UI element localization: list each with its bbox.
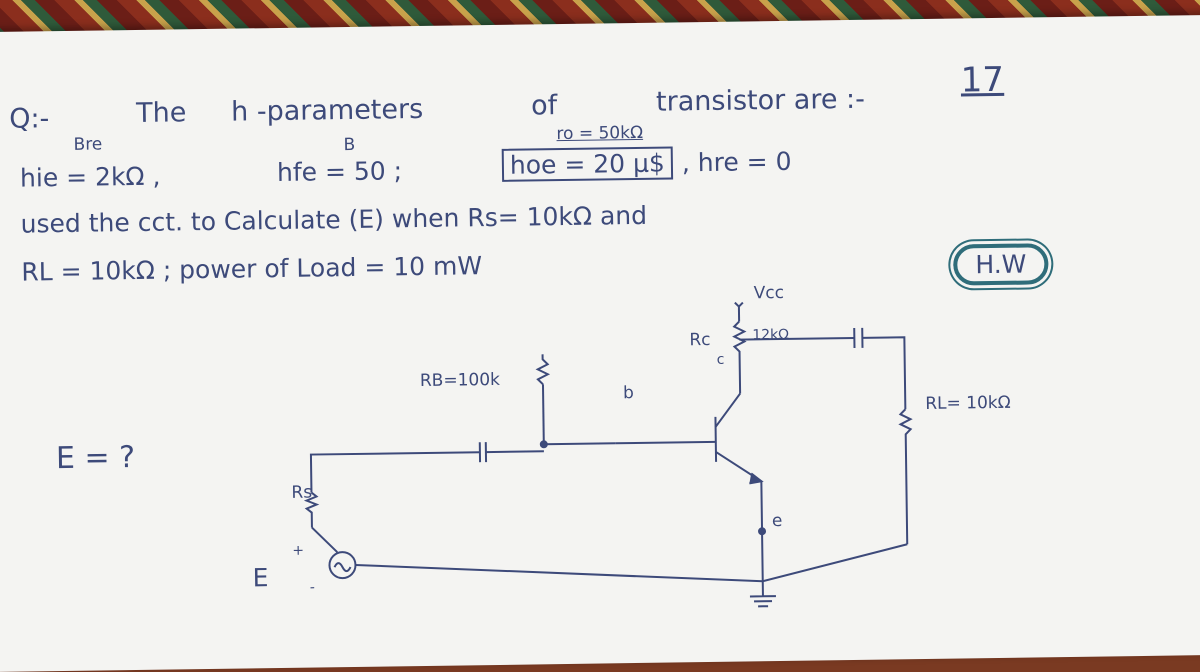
transistor-emitter: [716, 451, 763, 582]
circuit-diagram: [0, 15, 1200, 672]
rb-resistor: [538, 354, 548, 384]
find-e: E = ?: [55, 440, 136, 477]
h-parameters-text: h -parameters: [230, 93, 424, 128]
emitter-node-label: e: [771, 510, 783, 532]
page-number: 17: [960, 59, 1005, 101]
rl-resistor: [900, 409, 912, 544]
bre-label: Bre: [73, 134, 103, 155]
source-minus: -: [309, 579, 315, 596]
ground-symbol: [750, 581, 776, 606]
rc-label: Rc: [689, 329, 711, 351]
output-capacitor: [854, 328, 862, 348]
source-label: E: [252, 563, 269, 593]
problem-line-3: used the cct. to Calculate (E) when Rs= 10kΩ and: [20, 200, 648, 239]
hfe-value: hfe = 50 ;: [276, 156, 403, 188]
rl-label: RL= 10kΩ: [925, 392, 1011, 414]
question-mark: Q:-: [9, 103, 50, 135]
beta-label: B: [343, 134, 356, 156]
input-capacitor: [480, 442, 486, 462]
rc-resistor: [734, 321, 745, 393]
hre-value: , hre = 0: [681, 146, 792, 178]
intro-text: The: [135, 97, 187, 129]
ro-label: ro = 50kΩ: [556, 122, 644, 145]
transistor-base-bar: [715, 417, 716, 462]
source-plus: +: [292, 542, 305, 559]
vcc-label: Vcc: [753, 282, 785, 304]
paper-sheet: [0, 15, 1200, 672]
rc-value: 12kΩ: [752, 326, 790, 344]
rs-label: Rs: [291, 482, 313, 503]
hoe-value: hoe = 20 μ$: [502, 146, 673, 181]
rb-label: RB=100k: [419, 369, 501, 392]
base-label: b: [622, 383, 635, 404]
transistor-text: transistor are :-: [655, 83, 866, 118]
problem-line-4: RL = 10kΩ ; power of Load = 10 mW: [21, 251, 483, 287]
homework-badge: H.W: [953, 243, 1049, 285]
of-text: of: [530, 90, 558, 122]
transistor-collector: [715, 394, 740, 427]
hie-value: hie = 2kΩ ,: [19, 161, 161, 193]
collector-label: c: [716, 351, 725, 368]
